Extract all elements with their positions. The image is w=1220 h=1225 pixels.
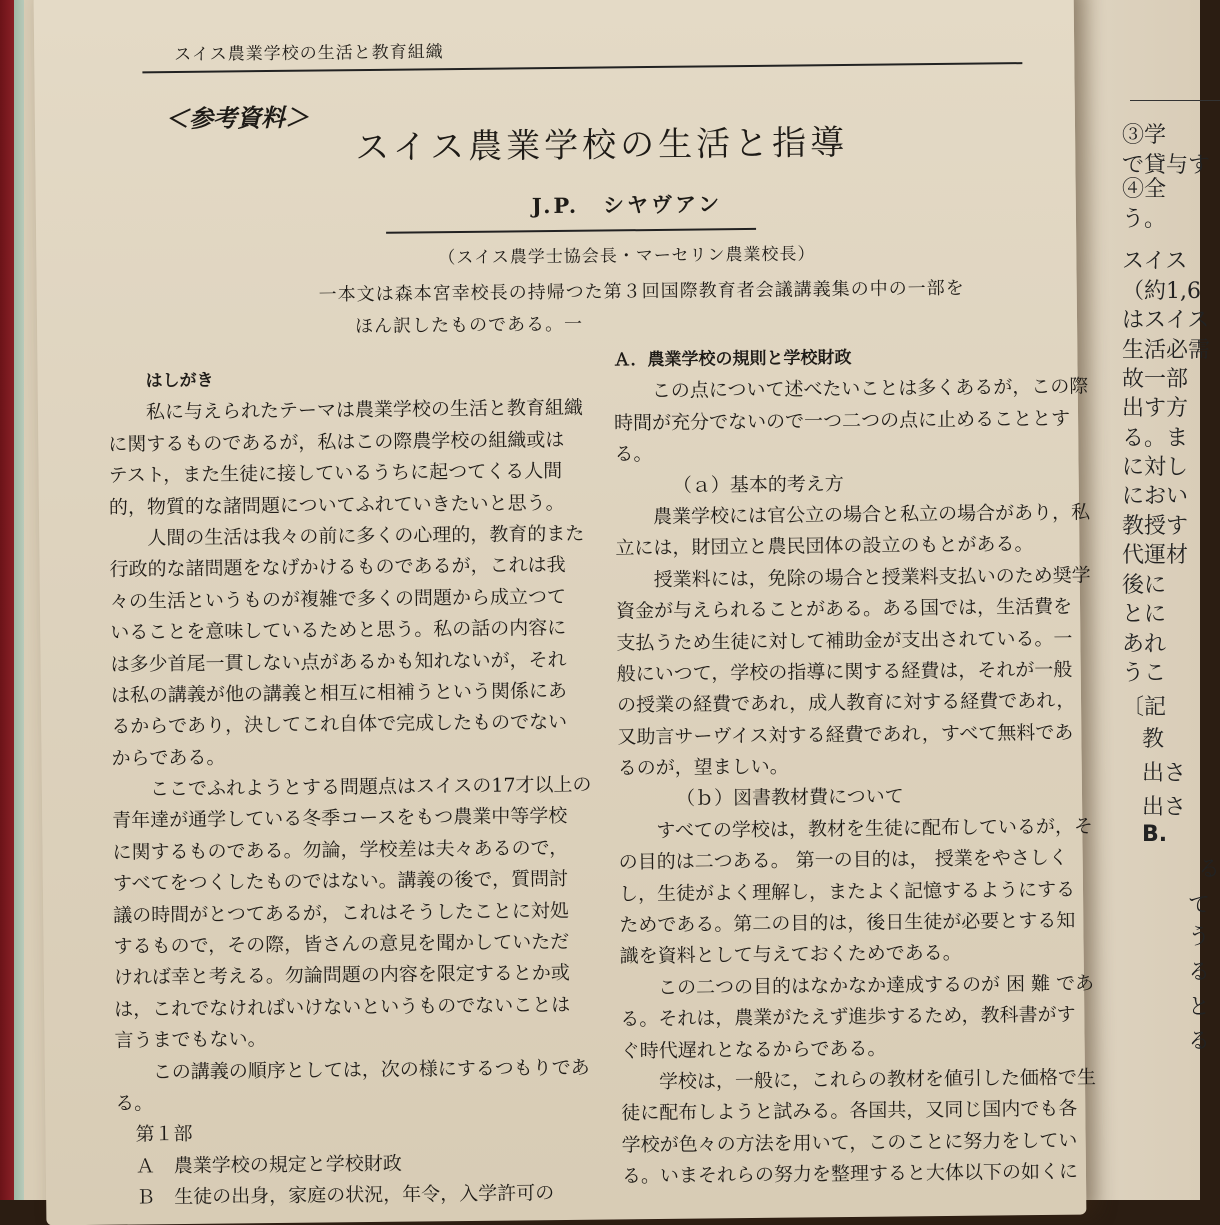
left-column: [107, 362, 595, 1215]
document-page: [34, 0, 1097, 1225]
facing-page-fragment: う。: [1122, 207, 1167, 232]
article-title: スイス農業学校の生活と指導: [354, 122, 849, 169]
subsection-heading: （ｂ）図書教材費について: [675, 785, 904, 811]
author-affiliation: （スイス農学士協会長・マーセリン農業校長）: [438, 244, 816, 269]
body-line: すべての学校は，教材を生徒に配布しているが，そ: [656, 815, 1094, 842]
facing-page-fragment: （約1,6: [1122, 279, 1201, 304]
facing-page-fragment: うこ: [1122, 661, 1167, 686]
outline-item: Ｂ 生徒の出身，家庭の状況，年令，入学許可の: [136, 1182, 555, 1209]
facing-page-fragment: る: [1198, 857, 1220, 882]
facing-page-fragment: におい: [1122, 484, 1189, 509]
reference-label: ＜参考資料＞: [164, 103, 310, 134]
body-line: するもので，その際，皆さんの意見を聞かしていただ: [113, 930, 570, 958]
body-line: 行政的な諸問題をなげかけるものであるが，これは我: [109, 554, 566, 582]
body-line: 人間の生活は我々の前に多くの心理的，教育的また: [147, 522, 585, 550]
body-line: 又助言サーヴイス対する経費であれ，すべて無料であ: [617, 721, 1074, 749]
facing-page-fragment: 教授す: [1122, 514, 1189, 539]
facing-page-fragment: る。ま: [1122, 426, 1189, 451]
body-line: いることを意味しているためと思う。私の話の内容に: [110, 617, 567, 644]
body-line: 立には，財団立と農民団体の設立のもとがある。: [615, 533, 1034, 560]
body-line: る。いまそれらの努力を整理すると大体以下の如くに: [621, 1160, 1079, 1188]
body-line: る。: [614, 443, 653, 466]
right-column: [613, 340, 1097, 1192]
body-line: るのが，望ましい。: [617, 755, 789, 780]
section-heading: はしがき: [145, 370, 214, 392]
facing-page-fragment: に対し: [1122, 455, 1189, 480]
author-rule: [386, 228, 756, 233]
body-line: 学校は，一般に，これらの教材を値引した価格で生: [658, 1066, 1097, 1093]
facing-page-fragment: ④全: [1122, 177, 1167, 202]
body-line: からである。: [111, 746, 226, 770]
translation-note-line: ほん訳したものである。一: [354, 313, 584, 338]
facing-page-fragment: て: [1188, 893, 1211, 918]
facing-page-fragment: 出さ: [1142, 761, 1187, 786]
facing-page-fragment: う: [1188, 925, 1211, 950]
body-line: 徒に配布しようと試みる。各国共，又同じ国内でも各: [621, 1097, 1078, 1125]
facing-page-fragment: 故一部: [1122, 367, 1189, 392]
body-line: は，これでなければいけないというものでないことは: [114, 993, 571, 1021]
body-line: 時間が充分でないので一つ二つの点に止めることとす: [613, 407, 1071, 435]
body-line: 青年達が通学している冬季コースをもつ農業中等学校: [112, 805, 568, 833]
translation-note-line: 一本文は森本宮幸校長の持帰つた第３回国際教育者会議講義集の中の一部を: [318, 277, 965, 306]
body-line: に関するものであるが，私はこの際農学校の組織或は: [108, 428, 565, 456]
facing-page-fragment: 生活必需: [1122, 338, 1211, 363]
outline-part-label: 第１部: [135, 1123, 193, 1146]
body-line: すべてをつくしたものではない。講義の後で，質問討: [112, 868, 569, 895]
body-line: 支払うため生徒に対して補助金が支出されている。一: [616, 627, 1073, 654]
facing-page-fragment: と: [1188, 995, 1211, 1020]
body-line: 識を資料として与えておくためである。: [619, 942, 962, 968]
body-line: ければ幸と考える。勿論問題の内容を限定するとか或: [113, 962, 570, 990]
body-line: る。それは，農業がたえず進歩するため，教科書がす: [620, 1003, 1076, 1031]
facing-page-fragment: で貸与す: [1122, 153, 1211, 178]
facing-page-fragment: る: [1188, 1029, 1211, 1054]
body-line: 授業料には，免除の場合と授業料支払いのため奨学: [653, 564, 1091, 591]
facing-page-fragment: あれ: [1122, 632, 1167, 657]
subsection-heading: （ａ）基本的考え方: [672, 472, 844, 497]
facing-page-fragment: 出さ: [1142, 795, 1187, 820]
body-line: 議の時間がとつてあるが，これはそうしたことに対処: [113, 899, 569, 927]
facing-page-rule: [1130, 100, 1220, 101]
body-line: ぐ時代遅れとなるからである。: [620, 1037, 887, 1062]
body-line: テスト，また生徒に接しているうちに起つてくる人間: [108, 460, 563, 487]
author-name: J.P. シヤヴアン: [531, 191, 723, 219]
facing-page-fragment: とに: [1122, 602, 1167, 627]
body-line: ここでふれようとする問題点はスイスの17才以上の: [149, 773, 592, 801]
facing-page-fragment: 教: [1142, 727, 1165, 752]
body-line: し，生徒がよく理解し，またよく記憶するようにする: [618, 878, 1076, 906]
facing-page-fragment: 〔記: [1122, 695, 1167, 720]
facing-page-fragment: スイス: [1122, 249, 1188, 274]
body-line: る。: [115, 1092, 154, 1115]
running-head: スイス農業学校の生活と教育組織: [174, 42, 444, 66]
body-line: この点について述べたいことは多くあるが，この際: [651, 375, 1089, 403]
section-heading: Ａ．農業学校の規則と学校財政: [613, 347, 852, 371]
body-line: の目的は二つある。 第一の目的は， 授業をやさしく: [618, 846, 1068, 874]
body-line: は多少首尾一貫しない点があるかも知れないが，それ: [110, 648, 567, 676]
facing-page-fragment: る: [1188, 960, 1211, 985]
facing-page-fragment: 後に: [1122, 573, 1167, 598]
facing-page-fragment: 出す方: [1122, 396, 1189, 421]
body-line: 農業学校には官公立の場合と私立の場合があり，私: [652, 501, 1091, 528]
body-line: 々の生活というものが複雑で多くの問題から成立つて: [109, 585, 567, 613]
body-line: 的，物質的な諸問題についてふれていきたいと思う。: [108, 491, 565, 519]
facing-page-fragment: はスイス: [1122, 308, 1210, 333]
body-line: この二つの目的はなかなか達成するのが 困 難 であ: [657, 972, 1095, 999]
body-line: 般にいつて，学校の指導に関する経費は，それが一般: [616, 658, 1073, 686]
facing-page-fragment: ③学: [1122, 123, 1167, 148]
body-line: は私の講義が他の講義と相互に相補うという関係にあ: [110, 679, 568, 707]
facing-page-fragment: 代運材: [1122, 543, 1189, 568]
body-line: ためである。第二の目的は，後日生徒が必要とする知: [619, 909, 1076, 937]
body-line: 私に与えられたテーマは農業学校の生活と教育組織: [145, 397, 584, 424]
body-line: この講義の順序としては，次の様にするつもりであ: [152, 1056, 590, 1083]
facing-page-fragment: B.: [1142, 822, 1168, 847]
body-line: 資金が与えられることがある。ある国では，生活費を: [615, 595, 1073, 623]
body-line: るからであり，決してこれ自体で完成したものでない: [111, 711, 568, 739]
outline-item: Ａ 農業学校の規定と学校財政: [135, 1152, 402, 1178]
body-line: に関するものである。勿論，学校差は夫々あるので，: [112, 836, 569, 864]
body-line: の授業の経費であれ，成人教育に対する経費であれ，: [616, 689, 1076, 717]
body-line: 学校が色々の方法を用いて，このことに努力をしてい: [621, 1129, 1078, 1157]
body-line: 言うまでもない。: [114, 1028, 267, 1052]
